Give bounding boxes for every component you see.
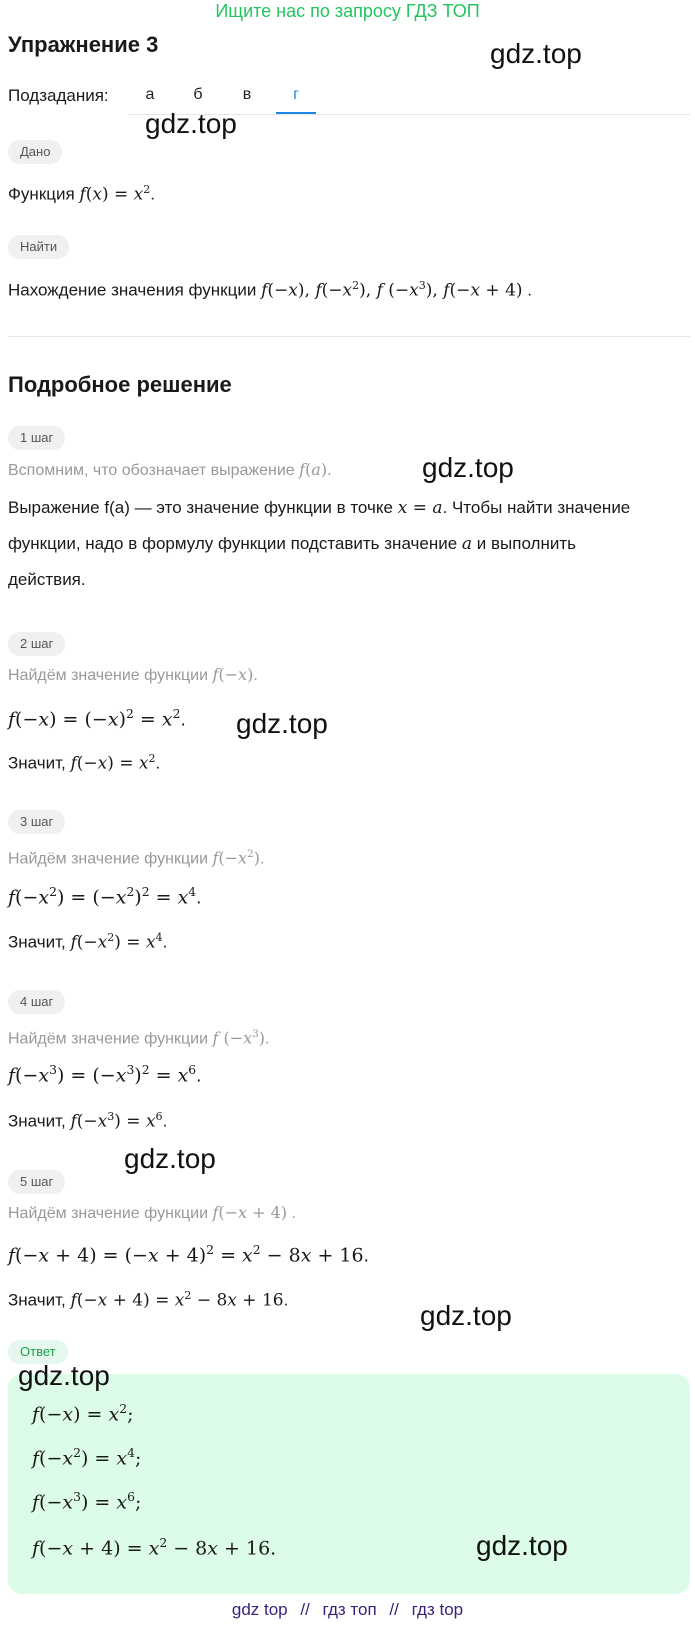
watermark: gdz.top bbox=[420, 1300, 512, 1331]
step-3-result: Значит, $f(-x^2) = x^4$. bbox=[8, 931, 168, 953]
answer-line-4: $f(-x + 4) = x^2 - 8x + 16$. bbox=[32, 1536, 277, 1560]
find-text: Нахождение значения функции f(−x), $f(-x^2)$, f $(-x^3)$, f(−x + 4) . bbox=[8, 279, 532, 301]
step-5-hint: Найдём значение функции f(−x + 4) . bbox=[8, 1203, 296, 1222]
tab-g[interactable]: г bbox=[293, 86, 299, 103]
step-2-hint: Найдём значение функции f(−x). bbox=[8, 665, 258, 684]
answer-line-1: $f(-x) = x^2$; bbox=[32, 1402, 134, 1426]
step-2-formula: $f(-x) = (-x)^2 = x^2$. bbox=[8, 707, 186, 731]
step-3-hint: Найдём значение функции $f(-x^2)$. bbox=[8, 848, 265, 868]
step-2-result: Значит, $f(-x) = x^2$. bbox=[8, 752, 161, 774]
watermark: gdz.top bbox=[422, 452, 514, 483]
watermark: gdz.top bbox=[124, 1143, 216, 1174]
page-title: Упражнение 3 bbox=[8, 32, 159, 57]
step-4-result: Значит, $f(-x^3) = x^6$. bbox=[8, 1110, 168, 1132]
step-2-badge: 2 шаг bbox=[8, 632, 65, 656]
answer-line-2: $f(-x^2) = x^4$; bbox=[32, 1446, 142, 1470]
watermark: gdz.top bbox=[236, 708, 328, 739]
step-1-badge: 1 шаг bbox=[8, 426, 65, 450]
answer-badge: Ответ bbox=[8, 1340, 68, 1364]
watermark: gdz.top bbox=[18, 1360, 110, 1391]
tab-b[interactable]: б bbox=[193, 86, 203, 103]
step-5-badge: 5 шаг bbox=[8, 1170, 65, 1194]
footer-link[interactable]: гдз топ bbox=[322, 1600, 377, 1619]
solution-title: Подробное решение bbox=[8, 372, 232, 397]
footer-separator: // bbox=[389, 1600, 399, 1619]
tab-a[interactable]: а bbox=[145, 86, 155, 103]
step-4-formula: $f(-x^3) = (-x^3)^2 = x^6$. bbox=[8, 1063, 202, 1087]
footer-separator: // bbox=[300, 1600, 310, 1619]
watermark: gdz.top bbox=[145, 108, 237, 139]
step-1-text: Выражение f(a) — это значение функции в точке x = a. Чтобы найти значение функции, надо в формулу функции подставить значение a и выполнить действия. bbox=[8, 498, 631, 589]
watermark: gdz.top bbox=[490, 38, 582, 69]
find-badge: Найти bbox=[8, 235, 69, 259]
tab-v[interactable]: в bbox=[242, 86, 252, 103]
step-5-result: Значит, $f(-x + 4) = x^2 - 8x + 16$. bbox=[8, 1289, 289, 1311]
footer-link[interactable]: gdz top bbox=[231, 1600, 288, 1619]
given-text: Функция $f(x) = x^2$. bbox=[8, 183, 156, 205]
given-badge: Дано bbox=[8, 140, 62, 164]
answer-line-3: $f(-x^3) = x^6$; bbox=[32, 1490, 142, 1514]
subtasks-label: Подзадания: bbox=[8, 86, 109, 105]
watermark: gdz.top bbox=[476, 1530, 568, 1561]
step-3-formula: $f(-x^2) = (-x^2)^2 = x^4$. bbox=[8, 885, 202, 909]
promo-banner[interactable]: Ищите нас по запросу ГДЗ ТОП bbox=[215, 1, 480, 21]
step-4-badge: 4 шаг bbox=[8, 990, 65, 1014]
footer-link[interactable]: гдз top bbox=[411, 1600, 464, 1619]
step-1-hint: Вспомним, что обозначает выражение f(a). bbox=[8, 460, 332, 479]
step-3-badge: 3 шаг bbox=[8, 810, 65, 834]
footer-links bbox=[0, 1600, 695, 1620]
step-4-hint: Найдём значение функции f $(-x^3)$. bbox=[8, 1028, 270, 1048]
divider bbox=[8, 336, 690, 337]
step-5-formula: $f(-x + 4) = (-x + 4)^2 = x^2 - 8x + 16$. bbox=[8, 1243, 369, 1267]
active-tab-indicator bbox=[276, 112, 316, 114]
